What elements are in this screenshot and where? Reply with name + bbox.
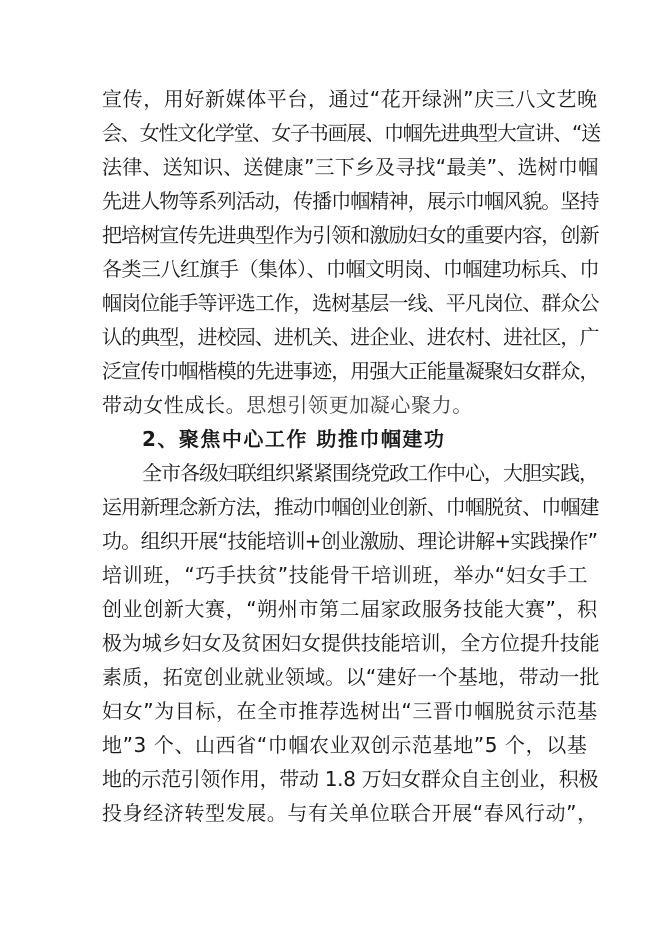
text-line: [102, 393, 473, 417]
text-line: 地”3 个、山西省“巾帼农业双创示范基地”5 个，以基: [102, 733, 588, 757]
section-heading: 2、聚焦中心工作 助推巾帼建功: [142, 427, 446, 451]
text-line: 把培树宣传先进典型作为引领和激励妇女的重要内容，创新: [102, 223, 599, 247]
text-line: 极为城乡妇女及贫困妇女提供技能培训，全方位提升技能: [102, 631, 600, 655]
text-line: 泛宣传巾帼楷模的先进事迹，用强大正能量凝聚妇女群众，: [102, 359, 599, 383]
text-line-main: 带动女性成长。: [102, 393, 247, 417]
text-line: 素质，拓宽创业就业领域。以“建好一个基地，带动一批: [102, 665, 600, 689]
text-line: 法律、送知识、送健康”三下乡及寻找“最美”、选树巾帼: [102, 155, 599, 179]
text-line: 宣传，用好新媒体平台，通过“花开绿洲”庆三八文艺晚: [102, 87, 598, 111]
text-line: 运用新理念新方法，推动巾帼创业创新、巾帼脱贫、巾帼建: [102, 495, 599, 519]
text-line: 培训班，“巧手扶贫”技能骨干培训班，举办“妇女手工: [102, 563, 589, 587]
text-line: 各类三八红旗手（集体）、巾帼文明岗、巾帼建功标兵、巾: [102, 257, 599, 281]
text-line: 会、女性文化学堂、女子书画展、巾帼先进典型大宣讲、“送: [102, 121, 600, 145]
text-line: 先进人物等系列活动，传播巾帼精神，展示巾帼风貌。坚持: [102, 189, 599, 213]
text-line: 帼岗位能手等评选工作，选树基层一线、平凡岗位、群众公: [102, 291, 599, 315]
text-line-tail: 思想引领更加凝心聚力。: [246, 393, 473, 417]
text-line: 妇女”为目标，在全市推荐选树出“三晋巾帼脱贫示范基: [102, 699, 598, 723]
text-line: 地的示范引领作用，带动 1.8 万妇女群众自主创业，积极: [102, 767, 599, 791]
text-line: 认的典型，进校园、进机关、进企业、进农村、进社区，广: [102, 325, 599, 349]
text-line: 功。组织开展“技能培训+创业激励、理论讲解+实践操作”: [102, 529, 598, 553]
text-line: 创业创新大赛，“朔州市第二届家政服务技能大赛”，积: [102, 597, 598, 621]
text-line: 全市各级妇联组织紧紧围绕党政工作中心，大胆实践，: [142, 461, 598, 485]
text-line: 投身经济转型发展。与有关单位联合开展“春风行动”，: [102, 801, 598, 825]
